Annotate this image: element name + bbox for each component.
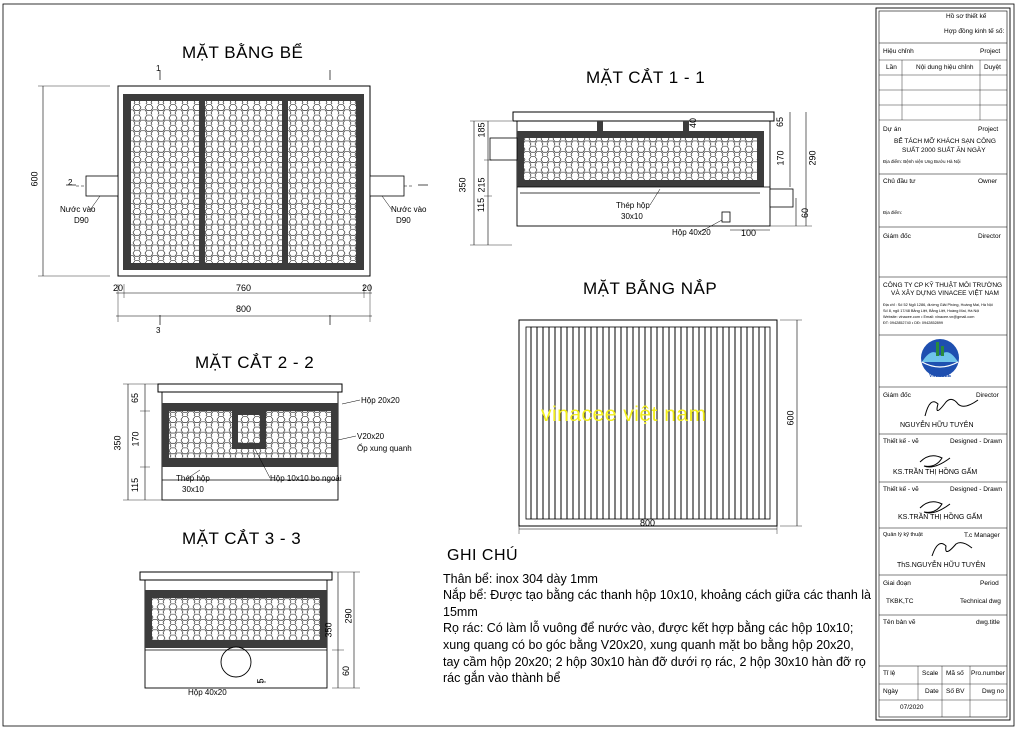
s11-dim-115: 115 bbox=[476, 197, 487, 213]
s11-label-thep-hop: Thép hộp bbox=[616, 201, 650, 210]
tb-scale: Scale bbox=[922, 670, 939, 677]
tb-company-addr-1: Địa chỉ : Số 52 Ngõ 1286, đường Giải Phóng, Hoàng Mai, Hà Nội bbox=[883, 303, 993, 307]
dim-800-plan: 800 bbox=[236, 304, 252, 314]
tb-thiet-ke-2: Thiết kế - vẽ bbox=[883, 486, 919, 493]
tb-director: Director bbox=[978, 233, 1001, 240]
cut-mark-3: 3 bbox=[156, 326, 161, 335]
tb-dia-diem-2: Địa điểm: bbox=[883, 210, 903, 215]
cut-mark-1: 1 bbox=[156, 64, 161, 73]
s11-label-hop-40x20: Hộp 40x20 bbox=[672, 228, 711, 237]
tb-ti-le: Tỉ lệ bbox=[883, 670, 896, 677]
tb-name-designer-1: KS.TRẦN THỊ HỒNG GẤM bbox=[893, 469, 978, 476]
label-outlet-size: D90 bbox=[396, 216, 411, 225]
s22-label-v20x20: V20x20 bbox=[357, 432, 385, 441]
s11-lid bbox=[513, 112, 774, 121]
notes-line-2: Nắp bể: Được tạo bằng các thanh hộp 10x10, khoảng cách giữa các thanh là 15mm bbox=[443, 588, 871, 619]
s33-basket-mesh bbox=[152, 598, 320, 640]
title-plan-tank: MẶT BẰNG BỂ bbox=[182, 43, 304, 62]
s33-dim-5: 5 bbox=[255, 678, 266, 684]
watermark-text: vinacee việt nam bbox=[541, 403, 707, 426]
tb-company-1: CÔNG TY CP KỸ THUẬT MÔI TRƯỜNG bbox=[883, 282, 1003, 289]
tb-project-name-1: BỂ TÁCH MỠ KHÁCH SẠN CÔNG bbox=[894, 138, 996, 145]
signature-director bbox=[925, 399, 978, 416]
tb-name-manager: ThS.NGUYỄN HỮU TUYÊN bbox=[897, 562, 986, 569]
tb-company-addr-4: ĐT: 0942852740 • DĐ: 0942852899 bbox=[883, 321, 944, 325]
title-section-3-3: MẶT CẮT 3 - 3 bbox=[182, 529, 302, 548]
inlet-pipe bbox=[86, 176, 118, 196]
tb-company-addr-3: Website: vinacee.com • Email: vinacee.vn@gmail.com bbox=[883, 315, 975, 319]
dim-760: 760 bbox=[236, 283, 252, 293]
s11-dim-40: 40 bbox=[688, 117, 699, 129]
tb-noi-dung: Nội dung hiệu chỉnh bbox=[916, 64, 974, 71]
tb-ma-so: Mã số bbox=[946, 670, 964, 677]
tb-project: Project bbox=[980, 48, 1001, 55]
s11-inlet-pipe bbox=[490, 138, 517, 160]
tb-ngay: Ngày bbox=[883, 688, 899, 695]
title-section-1-1: MẶT CẮT 1 - 1 bbox=[586, 68, 706, 87]
title-plan-lid: MẶT BẰNG NẮP bbox=[583, 279, 718, 298]
tb-company-addr-2: Số 8, ngõ 17/48 Bằng Liệt, Bằng Liệt, Hoàng Mai, Hà Nội bbox=[883, 309, 980, 313]
s22-lid bbox=[158, 384, 342, 392]
basket-cell-1 bbox=[131, 101, 199, 263]
section-1-1-drawing bbox=[470, 112, 812, 245]
s11-dim-100: 100 bbox=[741, 228, 757, 238]
dim-20-right: 20 bbox=[362, 283, 373, 293]
tb-director-2: Director bbox=[976, 392, 999, 399]
tb-tc-manager: T.c Manager bbox=[964, 532, 1000, 539]
dim-600-plan: 600 bbox=[29, 171, 40, 187]
basket-cell-3 bbox=[288, 101, 356, 263]
s11-dim-170: 170 bbox=[775, 150, 786, 166]
title-section-2-2: MẶT CẮT 2 - 2 bbox=[195, 353, 315, 372]
s11-dim-65: 65 bbox=[775, 116, 786, 128]
label-outlet: Nước vào bbox=[391, 205, 427, 214]
tb-dwg-title: dwg.title bbox=[976, 619, 1000, 626]
s22-dim-350: 350 bbox=[112, 435, 123, 451]
tb-date: Date bbox=[925, 688, 939, 695]
s22-label-hop-20x20: Hộp 20x20 bbox=[361, 396, 400, 405]
tb-quan-ly: Quản lý kỹ thuật bbox=[883, 532, 923, 538]
s11-handle-1 bbox=[597, 121, 603, 131]
s11-dim-215: 215 bbox=[476, 177, 487, 193]
label-inlet-size: D90 bbox=[74, 216, 89, 225]
s11-outlet-pipe bbox=[770, 189, 793, 207]
tb-pro-number: Pro.number bbox=[971, 670, 1005, 677]
s11-label-30x10: 30x10 bbox=[621, 212, 643, 221]
lid-dim-600: 600 bbox=[785, 410, 796, 426]
tb-ten-ban-ve: Tên bản vẽ bbox=[883, 619, 916, 626]
tb-name-director: NGUYỄN HỮU TUYÊN bbox=[900, 422, 974, 429]
tb-chu-dau-tu: Chủ đầu tư bbox=[883, 178, 916, 185]
tb-giam-doc: Giám đốc bbox=[883, 233, 911, 240]
s11-dim-60: 60 bbox=[800, 207, 811, 219]
signature-manager bbox=[932, 543, 972, 556]
tb-hop-dong: Hợp đồng kinh tế số: bbox=[944, 28, 1005, 35]
notes-block bbox=[443, 548, 873, 687]
s33-dim-350: 350 bbox=[323, 622, 334, 638]
s11-dim-290: 290 bbox=[807, 150, 818, 166]
s22-dim-65: 65 bbox=[130, 392, 141, 404]
s33-label-hop-40x20: Hộp 40x20 bbox=[188, 688, 227, 697]
s11-box-40x20 bbox=[722, 212, 730, 222]
tb-project-name-2: SUẤT 2000 SUẤT ĂN NGÀY bbox=[902, 147, 986, 154]
s33-lid bbox=[140, 572, 332, 580]
notes-line-3: Rọ rác: Có làm lỗ vuông để nước vào, được kết hợp bằng các hộp 10x10; xung quang có bo góc bằng V20x20, xung quanh mặt bo bằng hộp 20x20, tay cầm hộp 20x20; 2 hộp 30x10 hàn đỡ dưới rọ rác, 2 hộp 30x10 hàn đỡ rọ rác gắn vào thành bể bbox=[443, 621, 866, 686]
vinacee-logo bbox=[921, 339, 959, 377]
notes-heading: GHI CHÚ bbox=[447, 547, 519, 564]
signature-designer-1 bbox=[920, 456, 950, 467]
s22-label-30x10: 30x10 bbox=[182, 485, 204, 494]
tb-duyet: Duyệt bbox=[984, 64, 1001, 71]
dim-20-left: 20 bbox=[113, 283, 124, 293]
tb-tkbktc: TKBK,TC bbox=[886, 598, 914, 605]
signature-designer-2 bbox=[920, 502, 950, 513]
notes-line-1: Thân bể: inox 304 dày 1mm bbox=[443, 571, 598, 586]
s22-label-hop-10x10: Hộp 10x10 bo ngoài bbox=[270, 474, 342, 483]
label-inlet: Nước vào bbox=[60, 205, 96, 214]
tb-date-value: 07/2020 bbox=[900, 704, 924, 711]
tb-project-2: Project bbox=[978, 126, 999, 133]
tb-dia-diem: Địa điểm: Bệnh viện Ung Bướu Hà Nội bbox=[883, 159, 961, 164]
lid-plan-drawing bbox=[519, 320, 802, 534]
s22-label-thep-hop: Thép hộp bbox=[176, 474, 210, 483]
tb-name-designer-2: KS.TRẦN THỊ HỒNG GẤM bbox=[898, 514, 983, 521]
tb-designed-1: Designed - Drawn bbox=[950, 438, 1003, 445]
tb-lan: Lần bbox=[886, 64, 897, 71]
s22-dim-170: 170 bbox=[130, 431, 141, 447]
tb-so-bv: Số BV bbox=[946, 688, 965, 695]
tb-thiet-ke-1: Thiết kế - vẽ bbox=[883, 438, 919, 445]
tb-owner: Owner bbox=[978, 178, 998, 185]
s33-dim-60: 60 bbox=[341, 665, 352, 677]
tb-giam-doc-2: Giám đốc bbox=[883, 392, 911, 399]
s11-dim-350: 350 bbox=[457, 177, 468, 193]
s33-pipe-outlet bbox=[221, 647, 251, 677]
tb-ho-so: Hồ sơ thiết kế bbox=[946, 13, 987, 20]
basket-cell-2 bbox=[205, 101, 282, 263]
outlet-pipe bbox=[370, 176, 404, 196]
tb-logo-text: VINACEE bbox=[929, 373, 952, 379]
s22-center-box-inner bbox=[238, 415, 260, 443]
tb-du-an: Dự án bbox=[883, 126, 902, 133]
tb-dwg-no: Dwg no bbox=[982, 688, 1005, 695]
tb-hieu-chinh: Hiệu chỉnh bbox=[883, 48, 914, 55]
tb-company-2: VÀ XÂY DỰNG VINACEE VIỆT NAM bbox=[891, 290, 999, 297]
tb-giai-doan: Giai đoạn bbox=[883, 580, 911, 587]
tb-designed-2: Designed - Drawn bbox=[950, 486, 1003, 493]
tb-period: Period bbox=[980, 580, 999, 587]
tb-technical-dwg: Technical dwg bbox=[960, 598, 1001, 605]
cut-mark-2: 2 bbox=[68, 178, 73, 187]
s33-dim-290: 290 bbox=[343, 608, 354, 624]
lid-dim-800: 800 bbox=[640, 518, 656, 528]
s22-dim-115: 115 bbox=[130, 477, 141, 493]
s11-dim-185: 185 bbox=[476, 122, 487, 138]
s11-basket-mesh bbox=[524, 138, 757, 180]
s22-label-op-xung-quanh: Ốp xung quanh bbox=[357, 444, 412, 453]
